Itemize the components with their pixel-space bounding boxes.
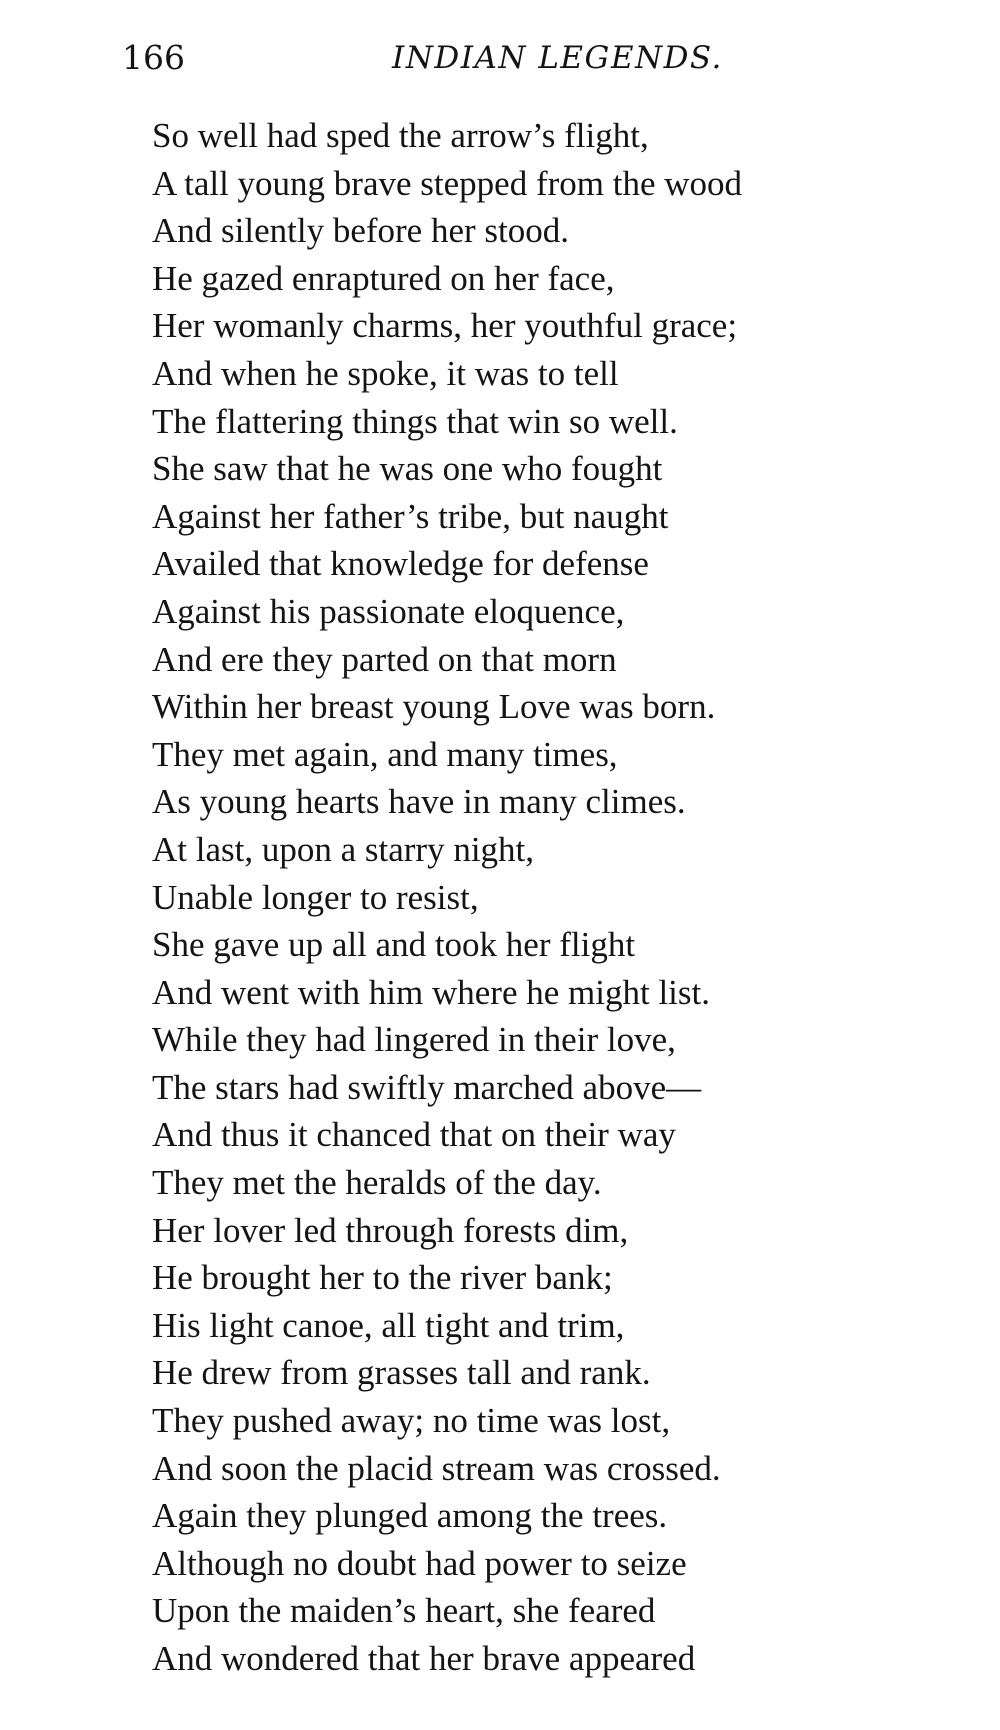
poem-line: Again they plunged among the trees.	[152, 1496, 668, 1536]
poem-line: Against his passionate eloquence,	[152, 591, 625, 631]
poem-line: Within her breast young Love was born.	[152, 687, 716, 727]
poem-line: And thus it chanced that on their way	[152, 1115, 676, 1155]
poem-line: And went with him where he might list.	[152, 972, 710, 1012]
poem-line: Her lover led through forests dim,	[152, 1210, 629, 1250]
poem-line: Her womanly charms, her youthful grace;	[152, 306, 738, 346]
poem-line: She gave up all and took her flight	[152, 925, 636, 965]
poem-line: They met the heralds of the day.	[152, 1163, 602, 1203]
poem-line: Unable longer to resist,	[152, 877, 479, 917]
running-title: INDIAN LEGENDS.	[392, 40, 723, 76]
poem-line: And wondered that her brave appeared	[152, 1639, 696, 1678]
poem-line: Although no doubt had power to seize	[152, 1543, 687, 1583]
poem-line: He gazed enraptured on her face,	[152, 258, 615, 298]
page-header	[122, 38, 742, 88]
poem-line: Upon the maiden’s heart, she feared	[152, 1591, 656, 1631]
poem-line: He drew from grasses tall and rank.	[152, 1353, 651, 1393]
page-number: 166	[122, 38, 185, 77]
poem-line: The flattering things that win so well.	[152, 401, 678, 441]
poem-line: A tall young brave stepped from the wood	[152, 163, 743, 203]
poem-line: The stars had swiftly marched above—	[152, 1067, 702, 1107]
poem-line: His light canoe, all tight and trim,	[152, 1305, 625, 1345]
poem-line: So well had sped the arrow’s flight,	[152, 116, 649, 155]
poem-line: They met again, and many times,	[152, 734, 618, 774]
poem-line: And silently before her stood.	[152, 211, 569, 251]
poem-line: While they had lingered in their love,	[152, 1020, 676, 1060]
poem-line: She saw that he was one who fought	[152, 449, 663, 489]
poem-line: At last, upon a starry night,	[152, 829, 535, 869]
poem-text	[152, 112, 932, 1683]
poem-line: And soon the placid stream was crossed.	[152, 1448, 721, 1488]
poem-line: And ere they parted on that morn	[152, 639, 617, 679]
poem-line: Availed that knowledge for defense	[152, 544, 649, 584]
poem-line: And when he spoke, it was to tell	[152, 353, 619, 393]
poem-line: They pushed away; no time was lost,	[152, 1401, 671, 1441]
poem-line: Against her father’s tribe, but naught	[152, 496, 669, 536]
poem-line: As young hearts have in many climes.	[152, 782, 686, 822]
poem-line: He brought her to the river bank;	[152, 1258, 613, 1298]
